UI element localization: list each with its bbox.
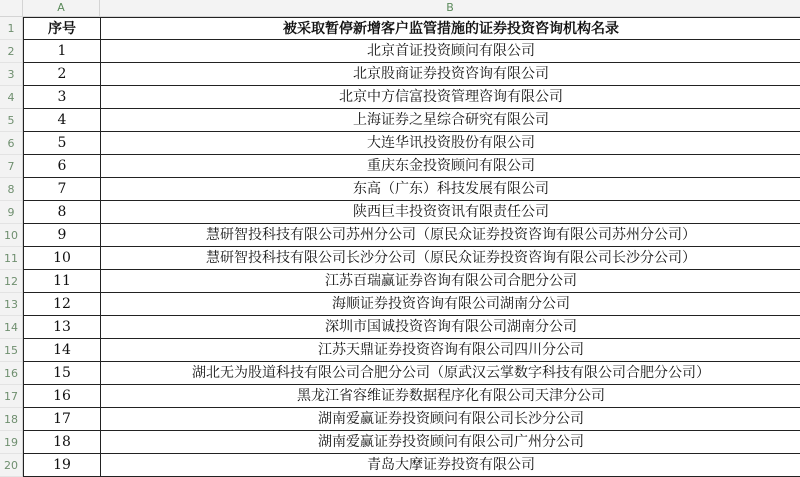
org-name-cell[interactable]: 陕西巨丰投资资讯有限责任公司 [353, 204, 549, 220]
row-header[interactable]: 5 [0, 109, 22, 132]
row-header[interactable]: 8 [0, 178, 22, 201]
seq-header-cell[interactable]: 序号 [24, 18, 101, 39]
table-row [24, 293, 800, 316]
org-name-cell[interactable]: 大连华讯投资股份有限公司 [367, 135, 535, 151]
table-row [24, 109, 800, 132]
seq-cell[interactable]: 8 [24, 201, 101, 223]
table-row [24, 385, 800, 408]
seq-cell[interactable]: 6 [24, 155, 101, 177]
table-row [24, 155, 800, 178]
org-name-cell[interactable]: 湖南爱赢证券投资顾问有限公司广州分公司 [318, 434, 584, 450]
row-header[interactable]: 15 [0, 339, 22, 362]
org-name-cell[interactable]: 上海证券之星综合研究有限公司 [353, 112, 549, 128]
row-header[interactable]: 11 [0, 247, 22, 270]
row-header[interactable]: 7 [0, 155, 22, 178]
row-header[interactable]: 4 [0, 86, 22, 109]
row-header[interactable]: 12 [0, 270, 22, 293]
table-row [24, 63, 800, 86]
select-all-corner[interactable] [0, 0, 23, 16]
table-row [24, 454, 800, 477]
org-name-cell[interactable]: 湖北无为股道科技有限公司合肥分公司（原武汉云掌数字科技有限公司合肥分公司） [192, 365, 710, 381]
table-row [24, 132, 800, 155]
table-row [24, 408, 800, 431]
seq-cell[interactable]: 1 [24, 40, 101, 62]
org-name-cell[interactable]: 北京股商证券投资咨询有限公司 [353, 66, 549, 82]
row-header[interactable]: 3 [0, 63, 22, 86]
seq-cell[interactable]: 10 [24, 247, 101, 269]
row-header[interactable]: 18 [0, 408, 22, 431]
table-row [24, 247, 800, 270]
org-name-cell[interactable]: 江苏天鼎证券投资咨询有限公司四川分公司 [318, 342, 584, 358]
seq-cell[interactable]: 15 [24, 362, 101, 384]
org-name-cell[interactable]: 慧研智投科技有限公司苏州分公司（原民众证券投资咨询有限公司苏州分公司） [206, 227, 696, 243]
org-name-cell[interactable]: 青岛大摩证券投资有限公司 [367, 457, 535, 473]
seq-cell[interactable]: 13 [24, 316, 101, 338]
org-name-cell[interactable]: 湖南爱赢证券投资顾问有限公司长沙分公司 [318, 411, 584, 427]
seq-cell[interactable]: 17 [24, 408, 101, 430]
seq-cell[interactable]: 7 [24, 178, 101, 200]
seq-cell[interactable]: 12 [24, 293, 101, 315]
row-header[interactable]: 17 [0, 385, 22, 408]
column-header-bar [0, 0, 800, 17]
seq-cell[interactable]: 18 [24, 431, 101, 453]
row-header[interactable]: 1 [0, 17, 22, 40]
row-header[interactable]: 20 [0, 454, 22, 477]
table-row [24, 201, 800, 224]
seq-cell[interactable]: 14 [24, 339, 101, 361]
table-row [24, 224, 800, 247]
table-header-row [24, 17, 800, 40]
org-name-cell[interactable]: 北京中方信富投资管理咨询有限公司 [339, 89, 563, 105]
org-name-cell[interactable]: 深圳市国诚投资咨询有限公司湖南分公司 [325, 319, 577, 335]
seq-cell[interactable]: 9 [24, 224, 101, 246]
title-header-cell[interactable]: 被采取暂停新增客户监管措施的证券投资咨询机构名录 [283, 21, 619, 37]
seq-cell[interactable]: 5 [24, 132, 101, 154]
table-row [24, 316, 800, 339]
column-header-b[interactable]: B [446, 1, 454, 14]
org-name-cell[interactable]: 江苏百瑞赢证券咨询有限公司合肥分公司 [325, 273, 577, 289]
row-header[interactable]: 2 [0, 40, 22, 63]
seq-cell[interactable]: 4 [24, 109, 101, 131]
row-header[interactable]: 14 [0, 316, 22, 339]
org-name-cell[interactable]: 东高（广东）科技发展有限公司 [353, 181, 549, 197]
table-row [24, 86, 800, 109]
data-grid [23, 17, 800, 477]
row-header-column [0, 17, 23, 477]
column-header-a[interactable]: A [23, 0, 100, 16]
row-header[interactable]: 6 [0, 132, 22, 155]
table-row [24, 362, 800, 385]
row-header[interactable]: 9 [0, 201, 22, 224]
org-name-cell[interactable]: 黑龙江省容维证券数据程序化有限公司天津分公司 [297, 388, 605, 404]
table-row [24, 270, 800, 293]
seq-cell[interactable]: 19 [24, 454, 101, 476]
row-header[interactable]: 16 [0, 362, 22, 385]
seq-cell[interactable]: 2 [24, 63, 101, 85]
row-header[interactable]: 13 [0, 293, 22, 316]
row-header[interactable]: 10 [0, 224, 22, 247]
table-row [24, 339, 800, 362]
seq-cell[interactable]: 16 [24, 385, 101, 407]
seq-cell[interactable]: 3 [24, 86, 101, 108]
row-header[interactable]: 19 [0, 431, 22, 454]
org-name-cell[interactable]: 慧研智投科技有限公司长沙分公司（原民众证券投资咨询有限公司长沙分公司） [206, 250, 696, 266]
org-name-cell[interactable]: 重庆东金投资顾问有限公司 [367, 158, 535, 174]
org-name-cell[interactable]: 海顺证券投资咨询有限公司湖南分公司 [332, 296, 570, 312]
org-name-cell[interactable]: 北京首证投资顾问有限公司 [367, 43, 535, 59]
table-row [24, 40, 800, 63]
table-row [24, 431, 800, 454]
seq-cell[interactable]: 11 [24, 270, 101, 292]
table-row [24, 178, 800, 201]
